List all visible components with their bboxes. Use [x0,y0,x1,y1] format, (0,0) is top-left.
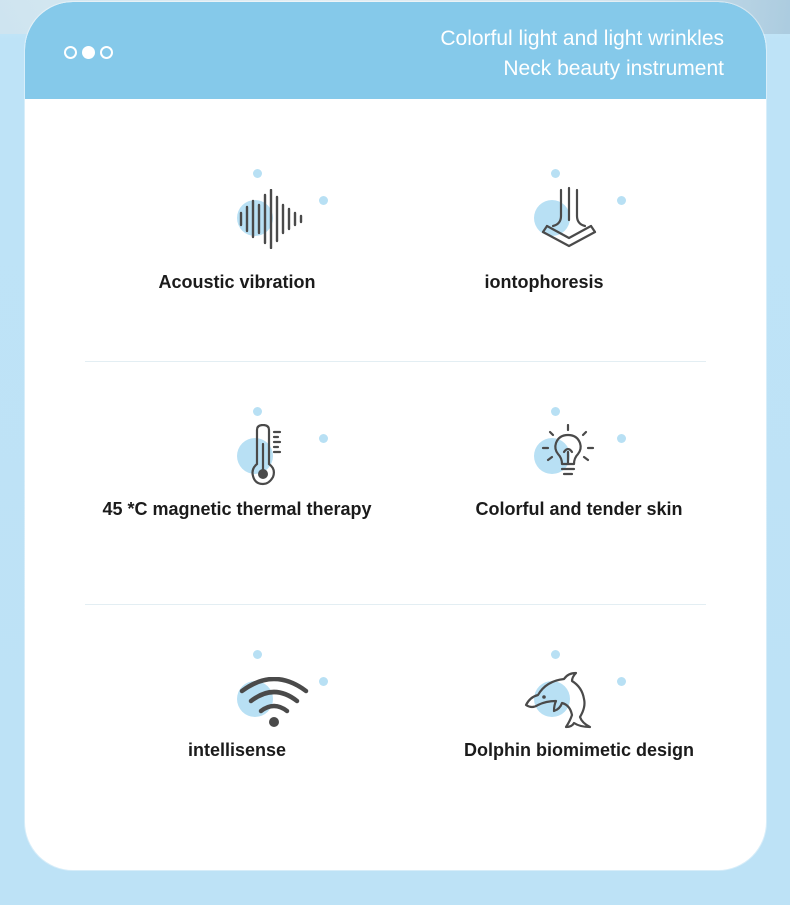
card-header [25,2,766,99]
dot-filled [82,46,95,59]
icon-area [484,645,604,735]
light-bulb-icon [540,424,600,484]
feature-card [25,2,766,870]
feature-label: intellisense [187,740,287,760]
sound-wave-icon [237,189,307,249]
thermometer-icon [245,424,285,486]
icon-area [177,402,297,492]
dolphin-icon [524,671,596,729]
header-line-1: Colorful light and light wrinkles [440,27,724,50]
feature-label: Dolphin biomimetic design [463,740,694,760]
feature-label: 45 *C magnetic thermal therapy [102,499,372,519]
feature-label: iontophoresis [484,272,604,292]
dot-outline [64,46,77,59]
feature-label: Acoustic vibration [158,272,316,292]
icon-area [177,645,297,735]
row-divider [85,604,706,605]
row-divider [85,361,706,362]
skin-layers-icon [539,186,599,250]
icon-area [484,402,604,492]
header-title [440,24,724,84]
dot-outline [100,46,113,59]
icon-area [177,164,297,254]
feature-label: Colorful and tender skin [475,499,683,519]
wifi-icon [239,677,309,729]
header-dots [64,46,113,59]
header-line-2: Neck beauty instrument [503,57,724,80]
icon-area [484,164,604,254]
